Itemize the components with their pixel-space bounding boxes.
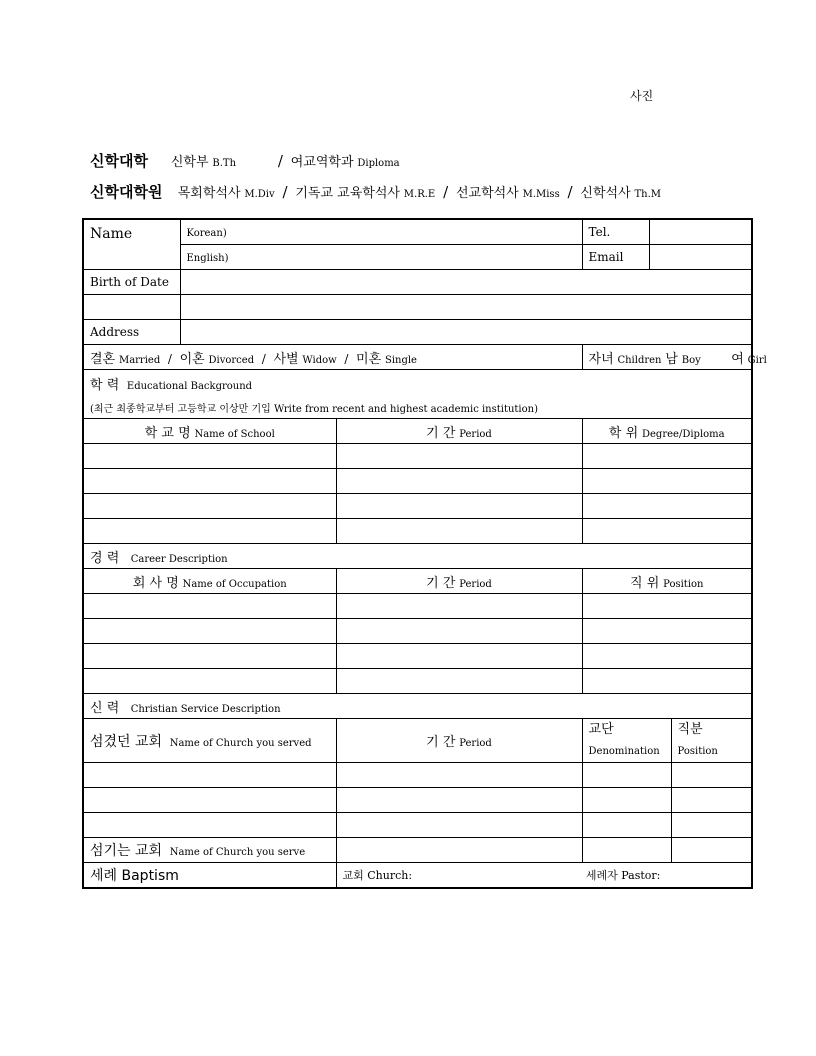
program-diploma-kor: 여교역학과 — [290, 155, 354, 170]
program-mmiss-kor: 선교학석사 — [455, 186, 519, 201]
blank-label-cell — [83, 295, 180, 320]
education-period-cell[interactable] — [336, 444, 582, 469]
college-title: 신학대학 — [90, 152, 148, 170]
program-mre-kor: 기독교 교육학석사 — [295, 186, 400, 201]
program-thm-kor: 신학석사 — [580, 186, 631, 201]
education-degree-cell[interactable] — [582, 469, 752, 494]
career-period-cell[interactable] — [336, 644, 582, 669]
program-mdiv-eng: M.Div — [244, 189, 275, 200]
name-english-field[interactable] — [180, 245, 582, 270]
education-note: (최근 최종학교부터 고등학교 이상만 기입 Write from recent and highest academic institution) — [83, 396, 752, 419]
address-label: Address — [83, 320, 180, 345]
education-school-cell[interactable] — [83, 519, 336, 544]
program-mdiv-kor: 목회학석사 — [177, 186, 241, 201]
service-period-cell[interactable] — [336, 788, 582, 813]
education-school-cell[interactable] — [83, 494, 336, 519]
address-field[interactable] — [180, 320, 752, 345]
career-occupation-cell[interactable] — [83, 594, 336, 619]
name-label: Name — [83, 219, 180, 270]
birth-date-label: Birth of Date — [83, 270, 180, 295]
career-title: 경 력 Career Description — [83, 544, 752, 569]
birth-date-field[interactable] — [180, 270, 752, 295]
photo-label: 사진 — [630, 89, 654, 103]
tel-label: Tel. — [582, 219, 649, 245]
denomination-cell[interactable] — [582, 788, 671, 813]
program-diploma-eng: Diploma — [357, 158, 400, 169]
blank-field[interactable] — [180, 295, 752, 320]
denomination-cell[interactable] — [582, 763, 671, 788]
graduate-title: 신학대학원 — [90, 183, 163, 201]
korean-label: Korean) — [186, 228, 227, 239]
email-field[interactable] — [649, 245, 752, 270]
denomination-header: 교단 Denomination — [582, 719, 671, 763]
baptism-pastor-label: 세례자 Pastor: — [585, 869, 661, 882]
service-position-cell[interactable] — [671, 763, 752, 788]
program-mmiss-eng: M.Miss — [522, 189, 560, 200]
program-thm-eng: Th.M — [634, 189, 662, 200]
application-form — [82, 218, 767, 889]
current-period-cell[interactable] — [336, 838, 582, 863]
career-period-cell[interactable] — [336, 594, 582, 619]
english-label: English) — [186, 253, 229, 264]
education-period-header: 기 간 Period — [336, 419, 582, 444]
separator: / — [277, 152, 283, 170]
service-position-header: 직분 Position — [671, 719, 752, 763]
career-position-cell[interactable] — [582, 594, 752, 619]
career-occupation-cell[interactable] — [83, 619, 336, 644]
current-church-cell[interactable]: 섬기는 교회 Name of Church you serve — [83, 838, 336, 863]
served-church-cell[interactable] — [83, 763, 336, 788]
education-period-cell[interactable] — [336, 469, 582, 494]
served-church-cell[interactable] — [83, 788, 336, 813]
program-graduate — [90, 181, 661, 202]
name-korean-field[interactable] — [180, 219, 582, 245]
education-school-cell[interactable] — [83, 469, 336, 494]
education-period-cell[interactable] — [336, 519, 582, 544]
marital-status[interactable]: 결혼 Married / 이혼 Divorced / 사별 Widow / 미혼 Single — [83, 345, 582, 370]
current-denomination-cell[interactable] — [582, 838, 671, 863]
service-position-cell[interactable] — [671, 813, 752, 838]
separator: / — [282, 183, 288, 201]
children-field[interactable]: 자녀 Children 남 Boy 여 Girl — [582, 345, 752, 370]
served-church-header: 섬겼던 교회 Name of Church you served — [83, 719, 336, 763]
education-degree-cell[interactable] — [582, 519, 752, 544]
career-position-cell[interactable] — [582, 619, 752, 644]
tel-field[interactable] — [649, 219, 752, 245]
service-position-cell[interactable] — [671, 788, 752, 813]
separator: / — [443, 183, 449, 201]
career-period-cell[interactable] — [336, 669, 582, 694]
service-period-cell[interactable] — [336, 763, 582, 788]
career-period-header: 기 간 Period — [336, 569, 582, 594]
baptism-church-label: 교회 Church: — [342, 869, 413, 882]
education-period-cell[interactable] — [336, 494, 582, 519]
baptism-details[interactable] — [336, 863, 752, 889]
current-position-cell[interactable] — [671, 838, 752, 863]
education-school-cell[interactable] — [83, 444, 336, 469]
school-name-header: 학 교 명 Name of School — [83, 419, 336, 444]
career-position-cell[interactable] — [582, 644, 752, 669]
program-bth-kor: 신학부 — [170, 155, 209, 170]
service-period-cell[interactable] — [336, 813, 582, 838]
program-bth-eng: B.Th — [212, 158, 237, 169]
education-degree-cell[interactable] — [582, 494, 752, 519]
career-period-cell[interactable] — [336, 619, 582, 644]
career-position-header: 직 위 Position — [582, 569, 752, 594]
separator: / — [567, 183, 573, 201]
email-label: Email — [582, 245, 649, 270]
denomination-cell[interactable] — [582, 813, 671, 838]
served-church-cell[interactable] — [83, 813, 336, 838]
service-period-header: 기 간 Period — [336, 719, 582, 763]
career-position-cell[interactable] — [582, 669, 752, 694]
baptism-label: 세례 Baptism — [83, 863, 336, 889]
program-college — [90, 150, 400, 171]
occupation-name-header: 회 사 명 Name of Occupation — [83, 569, 336, 594]
degree-header: 학 위 Degree/Diploma — [582, 419, 752, 444]
education-degree-cell[interactable] — [582, 444, 752, 469]
service-title: 신 력 Christian Service Description — [83, 694, 752, 719]
career-occupation-cell[interactable] — [83, 669, 336, 694]
education-title: 학 력 Educational Background — [83, 370, 752, 397]
program-mre-eng: M.R.E — [403, 189, 436, 200]
career-occupation-cell[interactable] — [83, 644, 336, 669]
